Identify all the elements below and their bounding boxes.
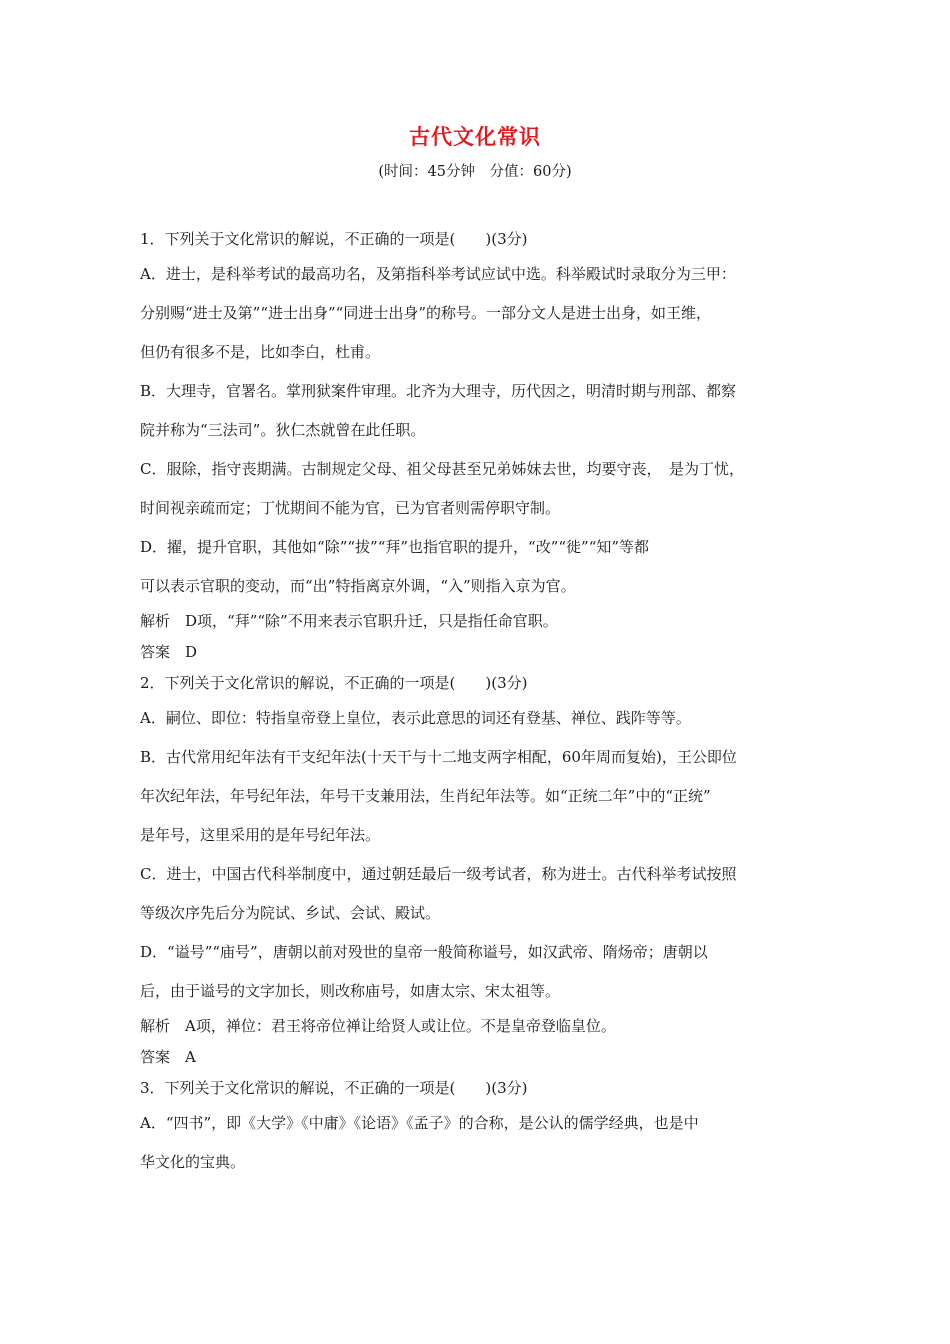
text-line: 等级次序先后分为院试、乡试、会试、殿试。: [140, 904, 441, 922]
text-line: B．大理寺，官署名。掌刑狱案件审理。北齐为大理寺，历代因之，明清时期与刑部、都察: [140, 382, 737, 400]
text-line: 2．下列关于文化常识的解说，不正确的一项是( )(3分): [140, 674, 528, 692]
text-line: 时间视亲疏而定；丁忧期间不能为官，已为官者则需停职守制。: [140, 499, 561, 517]
text-line: 3．下列关于文化常识的解说，不正确的一项是( )(3分): [140, 1079, 528, 1097]
document-subtitle: (时间：45分钟 分值：60分): [378, 164, 572, 180]
text-line: 华文化的宝典。: [140, 1153, 246, 1171]
text-line: 年次纪年法，年号纪年法，年号干支兼用法，生肖纪年法等。如“正统二年”中的“正统”: [140, 787, 711, 805]
text-line: C．服除，指守丧期满。古制规定父母、祖父母甚至兄弟姊妹去世，均要守丧， 是为丁忧，: [140, 460, 744, 478]
text-line: 后，由于谥号的文字加长，则改称庙号，如唐太宗、宋太祖等。: [140, 982, 561, 1000]
document-body: [140, 224, 820, 1182]
text-line: A．进士，是科举考试的最高功名，及第指科举考试应试中选。科举殿试时录取分为三甲：: [140, 265, 736, 283]
text-line: 分别赐“进士及第”“进士出身”“同进士出身”的称号。一部分文人是进士出身，如王维，: [140, 304, 712, 322]
document-title: 古代文化常识: [409, 124, 541, 149]
text-line: A．“四书”，即《大学》《中庸》《论语》《孟子》的合称，是公认的儒学经典，也是中: [140, 1114, 699, 1132]
text-line: 是年号，这里采用的是年号纪年法。: [140, 826, 381, 844]
text-line: C．进士，中国古代科举制度中，通过朝廷最后一级考试者，称为进士。古代科举考试按照: [140, 865, 737, 883]
text-line: 1．下列关于文化常识的解说，不正确的一项是( )(3分): [140, 230, 528, 248]
text-line: 可以表示官职的变动，而“出”特指离京外调，“入”则指入京为官。: [140, 577, 576, 595]
text-line: B．古代常用纪年法有干支纪年法(十天干与十二地支两字相配，60年周而复始)，王公即位: [140, 748, 737, 766]
text-line: 解析 A项，禅位：君王将帝位禅让给贤人或让位。不是皇帝登临皇位。: [140, 1017, 616, 1035]
text-line: 答案 A: [140, 1048, 196, 1066]
text-line: 答案 D: [140, 643, 198, 661]
text-line: A．嗣位、即位：特指皇帝登上皇位，表示此意思的词还有登基、禅位、践阼等等。: [140, 709, 691, 727]
text-line: 但仍有很多不是，比如李白，杜甫。: [140, 343, 381, 361]
text-line: 院并称为“三法司”。狄仁杰就曾在此任职。: [140, 421, 426, 439]
text-line: D．擢，提升官职，其他如“除”“拔”“拜”也指官职的提升，“改”“徙”“知”等都: [140, 538, 650, 556]
text-line: D．“谥号”“庙号”，唐朝以前对殁世的皇帝一般简称谥号，如汉武帝、隋炀帝；唐朝以: [140, 943, 708, 961]
text-line: 解析 D项，“拜”“除”不用来表示官职升迁，只是指任命官职。: [140, 612, 558, 630]
